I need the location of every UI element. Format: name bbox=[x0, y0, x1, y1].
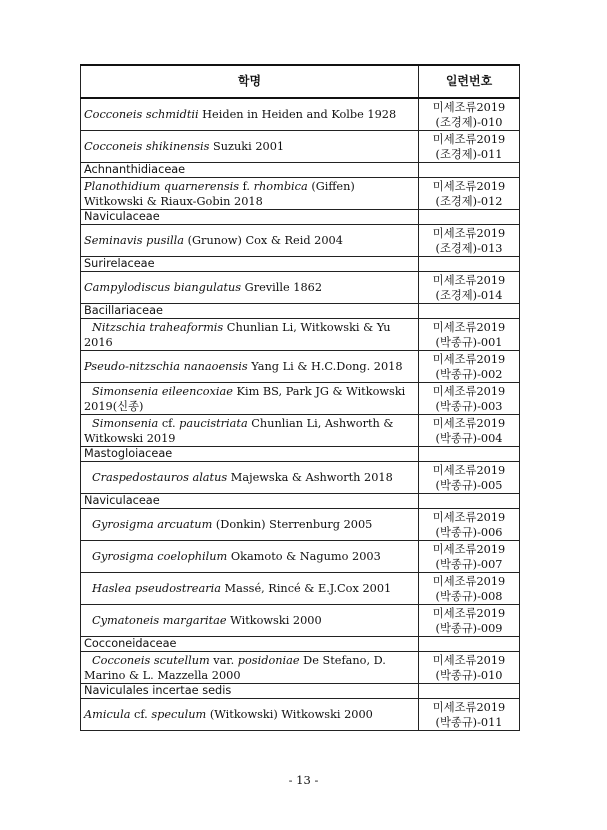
header-scientific-name: 학명 bbox=[81, 65, 419, 98]
taxon-authority: var. bbox=[209, 653, 238, 667]
family-serial-empty bbox=[419, 494, 520, 509]
taxon-italic: Gyrosigma arcuatum bbox=[92, 518, 213, 531]
family-row bbox=[81, 684, 520, 699]
species-name bbox=[81, 415, 419, 447]
taxon-authority: Witkowski 2000 bbox=[226, 614, 322, 627]
species-name bbox=[81, 225, 419, 257]
species-name bbox=[81, 462, 419, 494]
species-row bbox=[81, 131, 520, 163]
species-row bbox=[81, 573, 520, 605]
serial-line: (조경제)-013 bbox=[435, 241, 503, 255]
family-row bbox=[81, 447, 520, 462]
taxon-authority: Suzuki 2001 bbox=[209, 140, 285, 153]
taxon-italic: Haslea pseudostrearia bbox=[92, 582, 221, 595]
taxon-italic: Nitzschia traheaformis bbox=[92, 320, 224, 334]
species-name bbox=[81, 319, 419, 351]
serial-number bbox=[419, 225, 520, 257]
serial-line: (조경제)-010 bbox=[435, 115, 503, 129]
serial-number bbox=[419, 351, 520, 383]
taxon-authority: Majewska & Ashworth 2018 bbox=[227, 471, 393, 484]
species-name bbox=[81, 652, 419, 684]
taxon-authority: Heiden in Heiden and Kolbe 1928 bbox=[198, 108, 397, 121]
species-row bbox=[81, 178, 520, 210]
taxon-italic: posidoniae bbox=[237, 653, 300, 667]
species-name bbox=[81, 272, 419, 304]
family-serial-empty bbox=[419, 447, 520, 462]
page-number: - 13 - bbox=[288, 773, 319, 787]
family-name: Naviculaceae bbox=[81, 494, 419, 509]
taxon-authority: (Grunow) Cox & Reid 2004 bbox=[184, 234, 343, 247]
taxon-italic: Craspedostauros alatus bbox=[92, 471, 228, 484]
serial-line: 미세조류2019 bbox=[432, 273, 506, 287]
family-name: Cocconeidaceae bbox=[81, 637, 419, 652]
serial-line: (조경제)-012 bbox=[435, 194, 503, 208]
table-header-row bbox=[81, 65, 520, 98]
family-serial-empty bbox=[419, 210, 520, 225]
taxon-italic: paucistriata bbox=[179, 416, 248, 430]
table-body bbox=[81, 98, 520, 731]
family-name: Naviculaceae bbox=[81, 210, 419, 225]
serial-line: (조경제)-011 bbox=[435, 147, 503, 161]
taxon-authority: (Donkin) Sterrenburg 2005 bbox=[212, 518, 373, 531]
species-row bbox=[81, 509, 520, 541]
serial-line: (박종규)-006 bbox=[435, 525, 503, 539]
species-name bbox=[81, 541, 419, 573]
serial-number bbox=[419, 462, 520, 494]
family-name: Mastogloiaceae bbox=[81, 447, 419, 462]
serial-line: (박종규)-002 bbox=[435, 367, 503, 381]
serial-number bbox=[419, 573, 520, 605]
family-name: Bacillariaceae bbox=[81, 304, 419, 319]
family-serial-empty bbox=[419, 257, 520, 272]
species-row bbox=[81, 652, 520, 684]
species-name bbox=[81, 509, 419, 541]
serial-line: 미세조류2019 bbox=[432, 226, 506, 240]
species-row bbox=[81, 98, 520, 131]
header-serial-number: 일련번호 bbox=[419, 65, 520, 98]
taxon-authority: Greville 1862 bbox=[241, 281, 323, 294]
taxon-italic: Cymatoneis margaritae bbox=[92, 614, 227, 627]
serial-number bbox=[419, 98, 520, 131]
taxon-italic: rhombica bbox=[253, 179, 308, 193]
species-row bbox=[81, 319, 520, 351]
taxon-authority: Massé, Rincé & E.J.Cox 2001 bbox=[220, 582, 392, 595]
taxon-authority: (Witkowski) Witkowski 2000 bbox=[206, 708, 373, 721]
species-name bbox=[81, 131, 419, 163]
serial-line: (박종규)-004 bbox=[435, 431, 503, 445]
species-row bbox=[81, 462, 520, 494]
family-name: Naviculales incertae sedis bbox=[81, 684, 419, 699]
serial-line: 미세조류2019 bbox=[432, 416, 506, 430]
serial-line: (박종규)-008 bbox=[435, 589, 503, 603]
species-row bbox=[81, 351, 520, 383]
family-row bbox=[81, 163, 520, 178]
taxon-authority: (Giffen) Witkowski & Riaux-Gobin 2018 bbox=[84, 179, 355, 208]
serial-number bbox=[419, 131, 520, 163]
taxon-italic: speculum bbox=[151, 708, 207, 721]
serial-line: (조경제)-014 bbox=[435, 288, 503, 302]
serial-line: 미세조류2019 bbox=[432, 352, 506, 366]
serial-number bbox=[419, 415, 520, 447]
serial-line: 미세조류2019 bbox=[432, 606, 506, 620]
serial-line: 미세조류2019 bbox=[432, 100, 506, 114]
family-row bbox=[81, 304, 520, 319]
serial-line: 미세조류2019 bbox=[432, 653, 506, 667]
serial-line: 미세조류2019 bbox=[432, 179, 506, 193]
family-serial-empty bbox=[419, 684, 520, 699]
taxon-authority: cf. bbox=[130, 708, 152, 721]
taxon-authority: cf. bbox=[158, 416, 180, 430]
serial-line: 미세조류2019 bbox=[432, 700, 506, 714]
species-name bbox=[81, 699, 419, 731]
serial-line: (박종규)-011 bbox=[435, 715, 503, 729]
taxon-italic: Gyrosigma coelophilum bbox=[92, 550, 228, 563]
serial-number bbox=[419, 652, 520, 684]
family-row bbox=[81, 637, 520, 652]
taxon-italic: Seminavis pusilla bbox=[84, 234, 185, 247]
family-name: Surirelaceae bbox=[81, 257, 419, 272]
serial-line: (박종규)-009 bbox=[435, 621, 503, 635]
serial-line: 미세조류2019 bbox=[432, 320, 506, 334]
taxon-italic: Cocconeis schmidtii bbox=[84, 108, 199, 121]
serial-line: 미세조류2019 bbox=[432, 510, 506, 524]
serial-line: (박종규)-005 bbox=[435, 478, 503, 492]
taxon-authority: Yang Li & H.C.Dong. 2018 bbox=[247, 360, 403, 373]
species-row bbox=[81, 272, 520, 304]
taxon-authority: Chunlian Li, Ashworth & Witkowski 2019 bbox=[84, 416, 394, 445]
taxon-authority: Okamoto & Nagumo 2003 bbox=[227, 550, 381, 563]
taxon-italic: Campylodiscus biangulatus bbox=[84, 281, 242, 294]
taxon-italic: Planothidium quarnerensis bbox=[84, 179, 240, 193]
taxon-authority: f. bbox=[239, 179, 254, 193]
family-row bbox=[81, 494, 520, 509]
species-name bbox=[81, 178, 419, 210]
serial-line: (박종규)-007 bbox=[435, 557, 503, 571]
taxon-italic: Simonsenia eileencoxiae bbox=[92, 384, 233, 398]
serial-line: 미세조류2019 bbox=[432, 463, 506, 477]
family-serial-empty bbox=[419, 304, 520, 319]
serial-number bbox=[419, 272, 520, 304]
species-row bbox=[81, 383, 520, 415]
serial-line: (박종규)-003 bbox=[435, 399, 503, 413]
serial-line: 미세조류2019 bbox=[432, 542, 506, 556]
species-row bbox=[81, 225, 520, 257]
taxon-italic: Simonsenia bbox=[92, 416, 159, 430]
species-table bbox=[80, 64, 520, 731]
taxon-authority: Chunlian Li, Witkowski & Yu 2016 bbox=[84, 320, 391, 349]
family-serial-empty bbox=[419, 163, 520, 178]
serial-number bbox=[419, 178, 520, 210]
taxon-authority: Kim BS, Park JG & Witkowski 2019(신종) bbox=[84, 384, 406, 413]
taxon-italic: Amicula bbox=[84, 708, 131, 721]
serial-number bbox=[419, 541, 520, 573]
species-name bbox=[81, 383, 419, 415]
taxon-authority: De Stefano, D. Marino & L. Mazzella 2000 bbox=[84, 653, 386, 682]
species-name bbox=[81, 605, 419, 637]
species-row bbox=[81, 699, 520, 731]
species-name bbox=[81, 98, 419, 131]
taxon-italic: Cocconeis scutellum bbox=[92, 653, 210, 667]
species-row bbox=[81, 605, 520, 637]
serial-number bbox=[419, 383, 520, 415]
taxon-italic: Cocconeis shikinensis bbox=[84, 140, 210, 153]
serial-number bbox=[419, 509, 520, 541]
serial-number bbox=[419, 699, 520, 731]
taxon-italic: Pseudo-nitzschia nanaoensis bbox=[84, 360, 248, 373]
species-name bbox=[81, 351, 419, 383]
serial-line: (박종규)-001 bbox=[435, 335, 503, 349]
family-row bbox=[81, 257, 520, 272]
family-row bbox=[81, 210, 520, 225]
family-serial-empty bbox=[419, 637, 520, 652]
serial-line: (박종규)-010 bbox=[435, 668, 503, 682]
species-row bbox=[81, 415, 520, 447]
serial-line: 미세조류2019 bbox=[432, 574, 506, 588]
species-name bbox=[81, 573, 419, 605]
serial-number bbox=[419, 319, 520, 351]
serial-line: 미세조류2019 bbox=[432, 132, 506, 146]
species-row bbox=[81, 541, 520, 573]
family-name: Achnanthidiaceae bbox=[81, 163, 419, 178]
serial-number bbox=[419, 605, 520, 637]
serial-line: 미세조류2019 bbox=[432, 384, 506, 398]
